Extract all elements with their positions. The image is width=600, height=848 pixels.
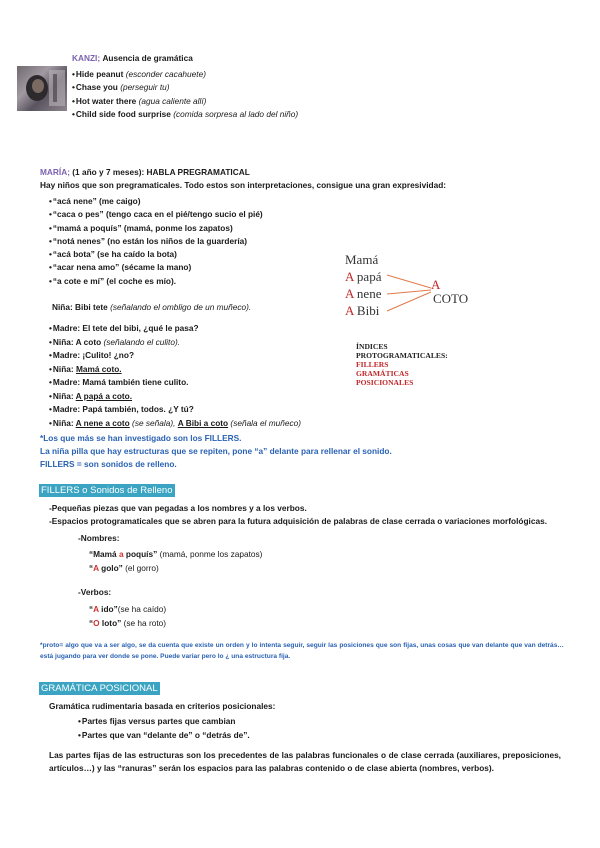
dialogue-text: Niña:: [52, 390, 76, 401]
example-gloss: (el gorro): [122, 563, 159, 573]
dialogue-line: [49, 337, 301, 348]
dialogue-line: [49, 377, 301, 388]
gramatica-bullets: [78, 716, 250, 741]
example-text: poquís”: [123, 549, 158, 559]
item-es: (perseguir tu): [120, 82, 170, 93]
diagram-prefix: A: [345, 269, 354, 284]
item-en: Child side food surprise: [75, 109, 171, 120]
item-es: (agua caliente allí): [138, 95, 207, 106]
fillers-points: [49, 503, 547, 527]
dialogue-underlined: A nene a coto: [75, 417, 130, 428]
kanzi-heading: [72, 53, 193, 64]
diagram-coto: COTO: [433, 291, 469, 306]
list-item: [72, 82, 298, 93]
maria-heading: [40, 167, 250, 178]
dialogue-note: (se señala),: [129, 417, 178, 428]
diagram-caption: [356, 342, 448, 387]
example-filler: A: [93, 604, 99, 614]
example-gloss: (mamá, ponme los zapatos): [157, 549, 263, 559]
point: -Pequeñas piezas que van pegadas a los nombres y a los verbos.: [49, 503, 307, 513]
note-line: La niña pilla que hay estructuras que se repiten, pone “a” delante para rellenar el sonido.: [40, 446, 392, 456]
dialogue-line: [49, 350, 301, 361]
example-text: “: [89, 604, 94, 614]
fillers-heading: FILLERS o Sonidos de Relleno: [41, 485, 173, 496]
example-text: ido”: [98, 604, 118, 614]
dialogue-note: (señala el muñeco): [228, 417, 301, 428]
gramatica-intro: Gramática rudimentaria basada en criterios posicionales:: [49, 701, 276, 711]
diagram-arrow: [387, 292, 431, 311]
dialogue-line: [49, 323, 301, 334]
gramatica-paragraph: Las partes fijas de las estructuras son los precedentes de las palabras funcionales o de clase cerrada (auxiliares, preposiciones, artículos…) y las “ranuras” serán los espacios para las palabras contenido o de clase abierta (nombres, verbos).: [49, 750, 561, 773]
maria-list: [49, 196, 263, 287]
point: -Espacios protogramaticales que se abren para la futura adquisición de palabras de clase cerrada o variaciones morfológicas.: [49, 516, 547, 526]
example-text: “Mamá: [89, 549, 119, 559]
diagram-arrows: [385, 270, 435, 316]
item-en: Hide peanut: [75, 69, 124, 79]
dialogue-text: Madre: ¡Culito! ¿no?: [52, 350, 135, 360]
dialogue: [49, 323, 301, 429]
diagram-prefix: A: [345, 303, 354, 318]
chimpanzee-photo-icon: [17, 66, 67, 111]
diagram-prefix: A: [345, 286, 354, 301]
nina-note: (señalando el ombligo de un muñeco).: [110, 302, 252, 312]
nombres-examples: [89, 549, 262, 574]
list-item: • Partes que van “delante de” o “detrás de”.: [78, 730, 250, 741]
coto-diagram: [345, 252, 515, 322]
dialogue-underlined: Mamá coto.: [75, 363, 122, 374]
kanzi-title: Ausencia de gramática: [102, 53, 193, 63]
list-item: • “acá nene” (me caigo): [49, 196, 263, 207]
example-filler: a: [118, 549, 124, 559]
diagram-arrow: [387, 290, 431, 294]
gramatica-heading: GRAMÁTICA POSICIONAL: [41, 683, 158, 694]
dialogue-underlined: A Bibi a coto: [177, 417, 229, 428]
dialogue-text: Niña:: [52, 363, 76, 374]
fillers-notes: [40, 433, 392, 470]
item-es: (esconder cacahuete): [125, 69, 206, 79]
kanzi-photo: [17, 66, 67, 111]
dialogue-note: (señalando el culito).: [103, 336, 181, 347]
kanzi-list: [72, 69, 298, 120]
example: [89, 604, 166, 615]
example-text: “: [89, 563, 94, 573]
diagram-arrow: [387, 275, 431, 288]
list-item: [72, 109, 298, 120]
list-item: • Partes fijas versus partes que cambian: [78, 716, 250, 727]
example-filler: A: [93, 563, 99, 573]
note-line: *Los que más se han investigado son los FILLERS.: [40, 433, 242, 443]
dialogue-text: Madre: Papá también, todos. ¿Y tú?: [52, 404, 194, 414]
diagram-label-papa: A papá: [345, 269, 382, 284]
example-text: golo”: [98, 563, 123, 573]
example-text: loto”: [99, 618, 122, 628]
nombres-label: -Nombres:: [78, 533, 120, 543]
dialogue-line: [49, 418, 301, 429]
verbos-label: -Verbos:: [78, 587, 112, 597]
dialogue-underlined: A papá a coto.: [75, 390, 133, 401]
maria-intro: Hay niños que son pregramaticales. Todo estos son interpretaciones, consigue una gran expresividad:: [40, 180, 447, 190]
dialogue-line: [49, 391, 301, 402]
list-item: [72, 96, 298, 107]
list-item: • “acar nena amo” (sécame la mano): [49, 262, 263, 273]
maria-title: (1 año y 7 meses): HABLA PREGRAMATICAL: [72, 167, 250, 177]
list-item: • “notá nenes” (no están los niños de la guardería): [49, 236, 263, 247]
caption-line: GRAMÁTICAS: [356, 369, 409, 378]
item-en: Chase you: [75, 82, 118, 93]
list-item: [72, 69, 298, 80]
dialogue-text: Madre: El tete del bibi, ¿qué le pasa?: [52, 323, 199, 333]
example: [89, 618, 166, 629]
note-line: FILLERS = son sonidos de relleno.: [40, 459, 177, 469]
diagram-label-nene: A nene: [345, 286, 382, 301]
nina-line: [52, 302, 251, 313]
list-item: • “mamá a poquís” (mamá, ponme los zapatos): [49, 223, 263, 234]
kanzi-name: KANZI;: [72, 53, 101, 63]
dialogue-text: Niña: A coto: [52, 336, 104, 347]
dialogue-line: [49, 404, 301, 415]
example-gloss: (se ha caído): [117, 604, 167, 614]
caption-line: FILLERS: [356, 360, 389, 369]
example-filler: O: [93, 618, 100, 628]
caption-line: POSICIONALES: [356, 378, 414, 387]
list-item: • “acá bota” (se ha caído la bota): [49, 249, 263, 260]
caption-line: ÍNDICES: [356, 342, 388, 351]
dialogue-text: Madre: Mamá también tiene culito.: [52, 377, 189, 387]
dialogue-line: [49, 364, 301, 375]
example: [89, 563, 262, 574]
nina-label: Niña: Bibi tete: [52, 302, 111, 312]
proto-note: *proto= algo que va a ser algo, se da cuenta que existe un orden y lo intenta seguir, seguir las posiciones que son fijas, unas cosas que van delante que van detrás… está jugando para ver donde se pone. Puede variar pero lo ¿ una estructura fija.: [40, 642, 564, 660]
diagram-label-bibi: A Bibi: [345, 303, 380, 318]
diagram-label-mama: Mamá: [345, 252, 379, 267]
example-text: “: [89, 618, 94, 628]
dialogue-text: Niña:: [52, 417, 76, 428]
item-es: (comida sorpresa al lado del niño): [173, 109, 299, 120]
example: [89, 549, 262, 560]
maria-name: MARÍA;: [40, 167, 70, 177]
list-item: • “a cote e mí” (el coche es mío).: [49, 276, 263, 287]
example-gloss: (se ha roto): [121, 618, 167, 628]
list-item: • “caca o pes” (tengo caca en el pié/tengo sucio el pié): [49, 209, 263, 220]
item-en: Hot water there: [75, 95, 137, 106]
verbos-examples: [89, 604, 166, 629]
diagram-a: A: [431, 277, 441, 292]
caption-line: PROTOGRAMATICALES:: [356, 351, 448, 360]
